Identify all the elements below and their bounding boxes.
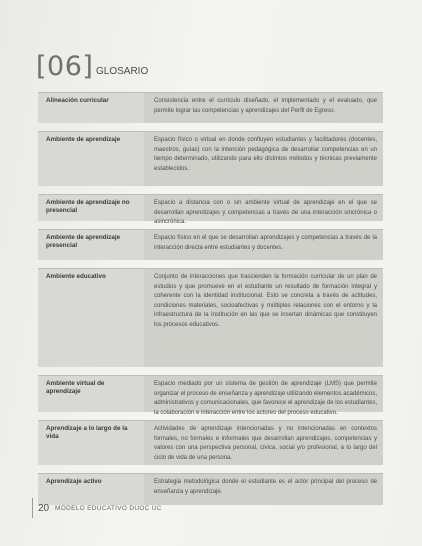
glossary-term: Ambiente educativo: [38, 269, 146, 367]
glossary-definition: Espacio mediado por un sistema de gestión de aprendizaje (LMS) que permite organizar el proceso de enseñanza y aprendizaje utilizando elementos académicos, administrativos y comunicacionales, que favorece el aprendizaje de los estudiantes, la colaboración e interacción entre los actores del proceso educativo.: [146, 376, 383, 412]
glossary-definition: Consistencia entre el currículo diseñado, el implementado y el evaluado, que permite lograr las competencias y aprendizajes del Perfil de Egreso.: [146, 93, 383, 123]
glossary-term: Aprendizaje activo: [38, 474, 146, 505]
glossary-row: [38, 268, 383, 367]
glossary-term: Ambiente virtual de aprendizaje: [38, 376, 146, 412]
page-footer: [32, 498, 233, 518]
glossary-definition: Espacio a distancia con o sin ambiente virtual de aprendizaje en el que se desarrollan aprendizajes y competencias a través de una interacción sincrónica o asincrónica.: [146, 195, 383, 221]
glossary-definition: Espacio físico o virtual en donde confluyen estudiantes y facilitadores (docentes, maestros, guías) con la intención pedagógica de desarrollar competencias en un tiempo determinado, utilizando para ello distintos métodos y técnicas previamente establecidos.: [146, 132, 383, 186]
glossary-row: [38, 194, 383, 226]
chapter-header: [36, 50, 396, 90]
glossary-term: Alineación curricular: [38, 93, 146, 123]
glossary-table: [38, 92, 383, 505]
footer-title: MODELO EDUCATIVO DUOC UC: [55, 505, 162, 512]
glossary-term: Ambiente de aprendizaje: [38, 132, 146, 186]
glossary-row: [38, 420, 383, 465]
glossary-definition: Espacio físico en el que se desarrollan aprendizajes y competencias a través de la interacción directa entre estudiantes y docentes.: [146, 230, 383, 260]
glossary-definition: Actividades de aprendizaje intencionadas y no intencionadas en contextos formales, no formales e informales que desarrollan aprendizajes, competencias y valores con una perspectiva personal, cívica, social y/o profesional, a lo largo del ciclo de vida de una persona.: [146, 421, 383, 465]
glossary-term: Ambiente de aprendizaje presencial: [38, 230, 146, 260]
glossary-term: Aprendizaje a lo largo de la vida: [38, 421, 146, 465]
glossary-definition: Conjunto de interacciones que trascienden la formación curricular de un plan de estudios y que promueve en el estudiante un resultado de formación integral y coherente con la identidad institucional. Esto se concreta a través de actitudes, condiciones materiales, socioafectivas y múltiples relaciones con el entorno y la infraestructura de la Institución en las que se insertan dinámicas que constituyen los procesos educativos.: [146, 269, 383, 367]
glossary-row: [38, 229, 383, 260]
glossary-row: [38, 131, 383, 186]
chapter-title: GLOSARIO: [96, 66, 149, 77]
glossary-row: [38, 375, 383, 416]
glossary-definition: Estrategia metodológica donde el estudiante es el actor principal del proceso de enseñanza y aprendizaje.: [146, 474, 383, 505]
glossary-term: Ambiente de aprendizaje no presencial: [38, 195, 146, 221]
page-number: 20: [38, 503, 50, 514]
glossary-row: [38, 92, 383, 123]
chapter-number: [06]: [36, 51, 94, 82]
